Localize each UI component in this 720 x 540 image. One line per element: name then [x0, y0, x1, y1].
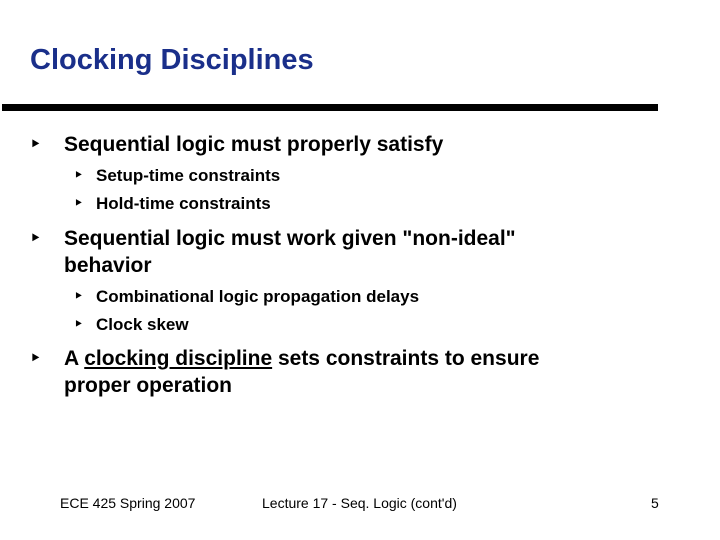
sub-bullet-1-2 — [74, 193, 271, 215]
sub-bullet-1-2-text: Hold-time constraints — [96, 194, 271, 213]
bullet-3-text-line-2: proper operation — [64, 374, 233, 397]
sub-bullet-marker-icon: ‣ — [74, 195, 83, 212]
footer-lecture: Lecture 17 - Seq. Logic (cont'd) — [262, 495, 457, 511]
bullet-marker-icon: ‣ — [30, 134, 41, 154]
sub-bullet-2-2-text: Clock skew — [96, 315, 189, 334]
title-divider — [2, 104, 658, 111]
bullet-2-text — [64, 225, 516, 279]
sub-bullet-marker-icon: ‣ — [74, 316, 83, 333]
bullet-3 — [30, 345, 539, 399]
sub-bullet-2-1-text: Combinational logic propagation delays — [96, 287, 420, 306]
slide-title: Clocking Disciplines — [30, 44, 314, 76]
bullet-1 — [30, 131, 443, 158]
bullet-marker-icon: ‣ — [30, 348, 41, 368]
sub-bullet-marker-icon: ‣ — [74, 288, 83, 305]
sub-bullet-marker-icon: ‣ — [74, 167, 83, 184]
bullet-3-post: sets constraints to ensure — [272, 347, 540, 370]
clocking-discipline-term: clocking discipline — [84, 347, 273, 370]
bullet-3-text — [64, 345, 539, 399]
footer-page-number: 5 — [651, 495, 659, 511]
bullet-2-text-line-1: Sequential logic must work given "non-ideal" — [64, 227, 516, 250]
bullet-3-pre: A — [64, 347, 85, 370]
sub-bullet-1-1 — [74, 165, 280, 187]
bullet-marker-icon: ‣ — [30, 228, 41, 248]
bullet-2 — [30, 225, 516, 279]
bullet-2-text-line-2: behavior — [64, 254, 152, 277]
sub-bullet-1-1-text: Setup-time constraints — [96, 166, 281, 185]
bullet-3-text-line-1 — [64, 345, 539, 372]
bullet-1-text: Sequential logic must properly satisfy — [64, 133, 444, 156]
sub-bullet-2-2 — [74, 314, 189, 336]
sub-bullet-2-1 — [74, 286, 419, 308]
footer-course: ECE 425 Spring 2007 — [60, 495, 196, 511]
